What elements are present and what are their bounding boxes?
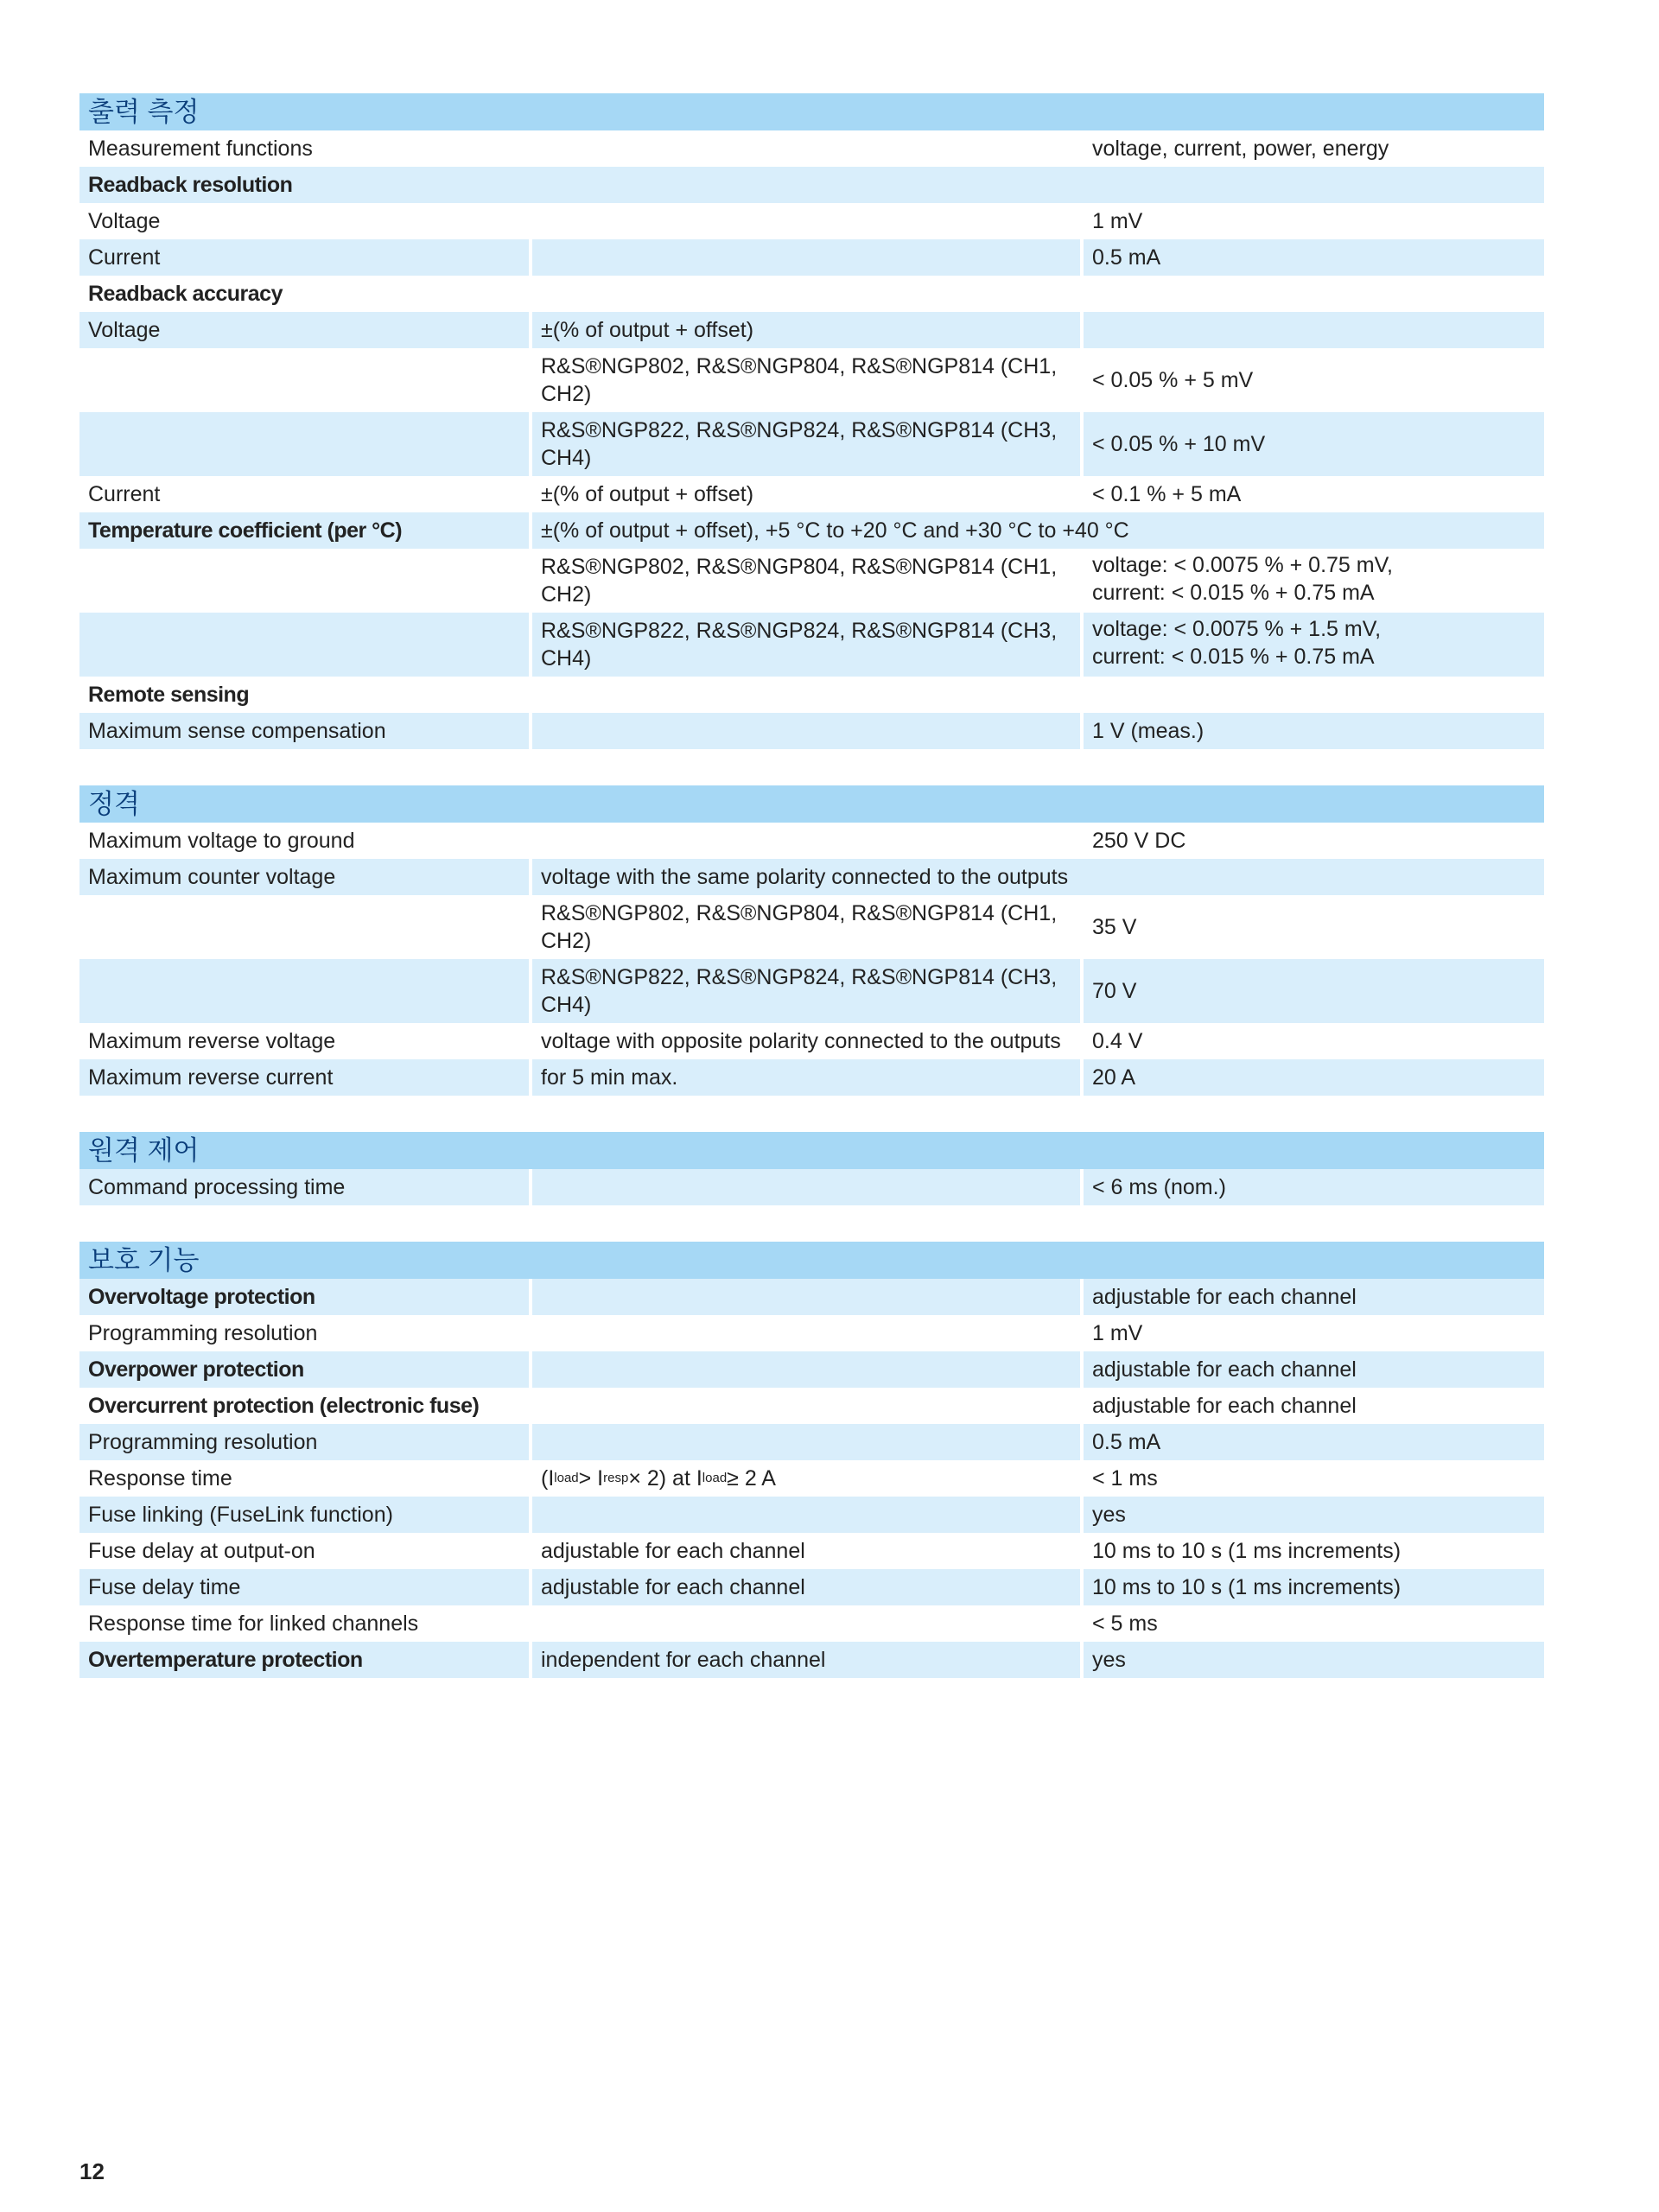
table-row [79,1059,1544,1096]
table-row [79,1460,1544,1497]
table-row [79,348,1544,412]
table-row [79,613,1544,677]
value-line-current: current: < 0.015 % + 0.75 mA [1092,581,1375,605]
row-condition: R&S®NGP822, R&S®NGP824, R&S®NGP814 (CH3, CH4) [529,412,1080,476]
row-condition [529,1605,1080,1642]
row-label: Voltage [88,209,161,233]
table-row [79,1533,1544,1569]
row-condition [529,1388,1080,1424]
row-condition: R&S®NGP802, R&S®NGP804, R&S®NGP814 (CH1, CH2) [529,348,1080,412]
table-row [79,239,1544,276]
condition-end: ≥ 2 A [727,1466,776,1491]
table-row [79,823,1544,859]
table-row [79,1023,1544,1059]
row-condition [529,203,1080,239]
section-remote-control [79,1132,1544,1205]
row-condition [529,823,1080,859]
row-value: < 1 ms [1080,1460,1544,1497]
table-row [79,1424,1544,1460]
row-label: Maximum reverse current [88,1065,334,1090]
row-condition [529,130,1080,167]
table-row [79,1351,1544,1388]
row-label: Programming resolution [88,1430,318,1454]
table-row [79,167,1544,203]
row-label: Response time [88,1466,232,1491]
row-value: < 0.05 % + 10 mV [1080,412,1544,476]
row-value: adjustable for each channel [1080,1388,1544,1424]
table-row [79,1605,1544,1642]
row-label: Fuse delay at output-on [88,1539,315,1563]
table-row [79,412,1544,476]
row-condition [529,1315,1080,1351]
row-value: 70 V [1080,959,1544,1023]
row-condition [529,1460,1080,1497]
row-value: 10 ms to 10 s (1 ms increments) [1080,1569,1544,1605]
row-condition: ±(% of output + offset) [529,312,1080,348]
row-value: < 0.05 % + 5 mV [1080,348,1544,412]
row-value: yes [1080,1642,1544,1678]
table-row [79,1569,1544,1605]
row-value: yes [1080,1497,1544,1533]
row-value: 1 V (meas.) [1080,713,1544,749]
table-row [79,476,1544,512]
subscript-load: load [702,1471,728,1485]
row-heading: Remote sensing [88,683,250,707]
row-label [79,613,529,677]
row-condition: ±(% of output + offset), +5 °C to +20 °C and +30 °C to +40 °C [529,512,1544,549]
row-value: 1 mV [1080,1315,1544,1351]
value-line-voltage: voltage: < 0.0075 % + 1.5 mV, [1092,617,1382,641]
row-label: Voltage [88,318,161,342]
row-condition: R&S®NGP802, R&S®NGP804, R&S®NGP814 (CH1, CH2) [529,895,1080,959]
row-value [1080,312,1544,348]
table-row [79,276,1544,312]
row-condition: R&S®NGP822, R&S®NGP824, R&S®NGP814 (CH3, CH4) [529,613,1080,677]
section-title: 보호 기능 [79,1242,1544,1279]
row-condition: adjustable for each channel [529,1569,1080,1605]
row-value: < 5 ms [1080,1605,1544,1642]
row-value: 0.4 V [1080,1023,1544,1059]
table-row [79,549,1544,613]
table-row [79,895,1544,959]
table-row [79,1497,1544,1533]
row-value: adjustable for each channel [1080,1351,1544,1388]
row-value: 0.5 mA [1080,1424,1544,1460]
value-line-current: current: < 0.015 % + 0.75 mA [1092,645,1375,669]
section-title: 원격 제어 [79,1132,1544,1169]
row-label: Response time for linked channels [88,1611,419,1636]
row-label: Command processing time [88,1175,346,1199]
row-value: 0.5 mA [1080,239,1544,276]
row-label [79,895,529,959]
row-label: Maximum sense compensation [88,719,386,743]
row-label: Current [88,482,161,506]
row-value: 10 ms to 10 s (1 ms increments) [1080,1533,1544,1569]
subscript-load: load [554,1471,579,1485]
section-output-measurement [79,93,1544,749]
row-label: Programming resolution [88,1321,318,1345]
table-row [79,1642,1544,1678]
row-label [79,549,529,613]
row-condition [529,1169,1080,1205]
page-number: 12 [79,2158,105,2184]
row-condition [529,239,1080,276]
row-condition: R&S®NGP802, R&S®NGP804, R&S®NGP814 (CH1, CH2) [529,549,1080,613]
table-row [79,512,1544,549]
row-label: Current [88,245,161,270]
row-heading: Overpower protection [88,1357,304,1382]
row-label [79,412,529,476]
row-value: 1 mV [1080,203,1544,239]
row-heading: Readback accuracy [88,282,283,306]
table-row [79,1388,1544,1424]
row-heading: Overcurrent protection (electronic fuse) [88,1394,480,1418]
value-line-voltage: voltage: < 0.0075 % + 0.75 mV, [1092,553,1393,577]
row-value: < 6 ms (nom.) [1080,1169,1544,1205]
table-row [79,1279,1544,1315]
table-row [79,677,1544,713]
section-title: 정격 [79,785,1544,823]
section-ratings [79,785,1544,1096]
row-condition: independent for each channel [529,1642,1080,1678]
row-label: Maximum reverse voltage [88,1029,336,1053]
table-row [79,1315,1544,1351]
condition-mid: > I [578,1466,604,1491]
table-row [79,312,1544,348]
section-title: 출력 측정 [79,93,1544,130]
table-row [79,959,1544,1023]
row-heading: Temperature coefficient (per °C) [88,518,403,543]
row-heading: Overtemperature protection [88,1648,363,1672]
row-condition: voltage with the same polarity connected to the outputs [529,859,1544,895]
row-label: Maximum voltage to ground [88,829,355,853]
subscript-resp: resp [603,1471,629,1485]
row-label: Measurement functions [88,137,313,161]
table-row [79,203,1544,239]
row-value: 20 A [1080,1059,1544,1096]
row-condition: for 5 min max. [529,1059,1080,1096]
condition-open: (I [541,1466,555,1491]
row-label [79,348,529,412]
row-condition: ±(% of output + offset) [529,476,1080,512]
condition-mid2: × 2) at I [628,1466,702,1491]
table-row [79,859,1544,895]
row-condition [529,713,1080,749]
row-label: Fuse delay time [88,1575,241,1599]
row-heading: Readback resolution [88,173,293,197]
table-row [79,1169,1544,1205]
row-condition: adjustable for each channel [529,1533,1080,1569]
row-value: 35 V [1080,895,1544,959]
row-value: voltage, current, power, energy [1080,130,1544,167]
row-value [1080,549,1544,613]
row-condition: voltage with opposite polarity connected to the outputs [529,1023,1080,1059]
section-protection [79,1242,1544,1678]
row-label: Maximum counter voltage [88,865,336,889]
spec-page [79,93,1544,1714]
row-label: Fuse linking (FuseLink function) [88,1503,393,1527]
row-condition [529,1279,1080,1315]
row-condition [529,1424,1080,1460]
row-value: < 0.1 % + 5 mA [1080,476,1544,512]
row-condition [529,1497,1080,1533]
row-condition: R&S®NGP822, R&S®NGP824, R&S®NGP814 (CH3, CH4) [529,959,1080,1023]
row-value: 250 V DC [1080,823,1544,859]
row-value [1080,613,1544,677]
table-row [79,130,1544,167]
row-label [79,959,529,1023]
table-row [79,713,1544,749]
row-heading: Overvoltage protection [88,1285,315,1309]
row-condition [529,1351,1080,1388]
row-value: adjustable for each channel [1080,1279,1544,1315]
